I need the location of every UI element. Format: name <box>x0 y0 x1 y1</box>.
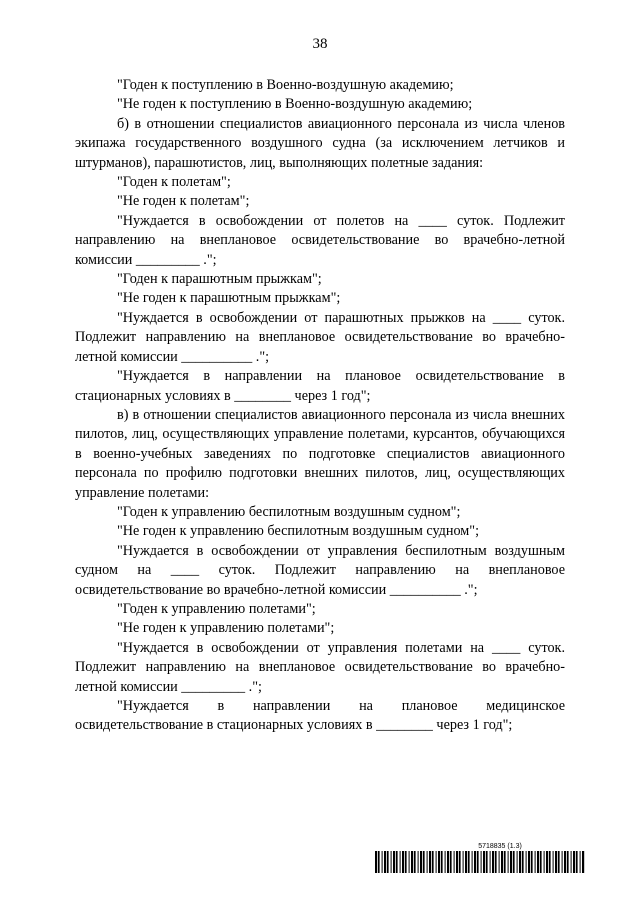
barcode-id: 5718835 (1.3) <box>478 843 522 850</box>
paragraph-13: "Не годен к управлению беспилотным воздушным судном"; <box>117 523 480 540</box>
paragraph-10: "Нуждается в направлении на плановое освидетельствование в стационарных условиях в ________ через 1 год"; <box>75 368 565 404</box>
paragraph-3: б) в отношении специалистов авиационного персонала из числа членов экипажа государственного воздушного судна (за исключением летчиков и штурманов), парашютистов, лиц, выполняющих полетные задания: <box>75 115 565 171</box>
paragraph-12: "Годен к управлению беспилотным воздушным судном"; <box>117 503 461 520</box>
paragraph-18: "Нуждается в направлении на плановое медицинское освидетельствование в стационарных условиях в ________ через 1 год"; <box>75 698 565 734</box>
paragraph-17: "Нуждается в освобождении от управления полетами на ____ суток. Подлежит направлению на внеплановое освидетельствование во врачебно-летной комиссии _________ ."; <box>75 639 565 695</box>
paragraph-9: "Нуждается в освобождении от парашютных прыжков на ____ суток. Подлежит направлению на внеплановое освидетельствование во врачебно-летной комиссии __________ ."; <box>75 309 565 365</box>
paragraph-15: "Годен к управлению полетами"; <box>117 600 316 617</box>
document-body <box>75 76 565 736</box>
barcode-image <box>375 851 585 873</box>
paragraph-8: "Не годен к парашютным прыжкам"; <box>117 290 341 307</box>
page-number: 38 <box>312 36 328 52</box>
paragraph-2: "Не годен к поступлению в Военно-воздушную академию; <box>117 96 473 113</box>
paragraph-1: "Годен к поступлению в Военно-воздушную академию; <box>117 77 454 93</box>
paragraph-5: "Не годен к полетам"; <box>117 193 250 210</box>
paragraph-16: "Не годен к управлению полетами"; <box>117 620 335 637</box>
paragraph-7: "Годен к парашютным прыжкам"; <box>117 271 322 288</box>
paragraph-11: в) в отношении специалистов авиационного персонала из числа внешних пилотов, лиц, осуществляющих управление полетами, курсантов, обучающихся в военно-учебных заведениях по подготовке специалистов авиационного персонала по профилю подготовки внешних пилотов, лиц, осуществляющих управление полетами: <box>75 406 565 501</box>
barcode-block <box>375 843 585 873</box>
paragraph-14: "Нуждается в освобождении от управления беспилотным воздушным судном на ____ суток. Подлежит направлению на внеплановое освидетельствование во врачебно-летной комиссии __________ ."; <box>75 542 565 598</box>
paragraph-4: "Годен к полетам"; <box>117 174 231 191</box>
paragraph-6: "Нуждается в освобождении от полетов на ____ суток. Подлежит направлению на внеплановое освидетельствование во врачебно-летной комиссии _________ ."; <box>75 212 565 268</box>
